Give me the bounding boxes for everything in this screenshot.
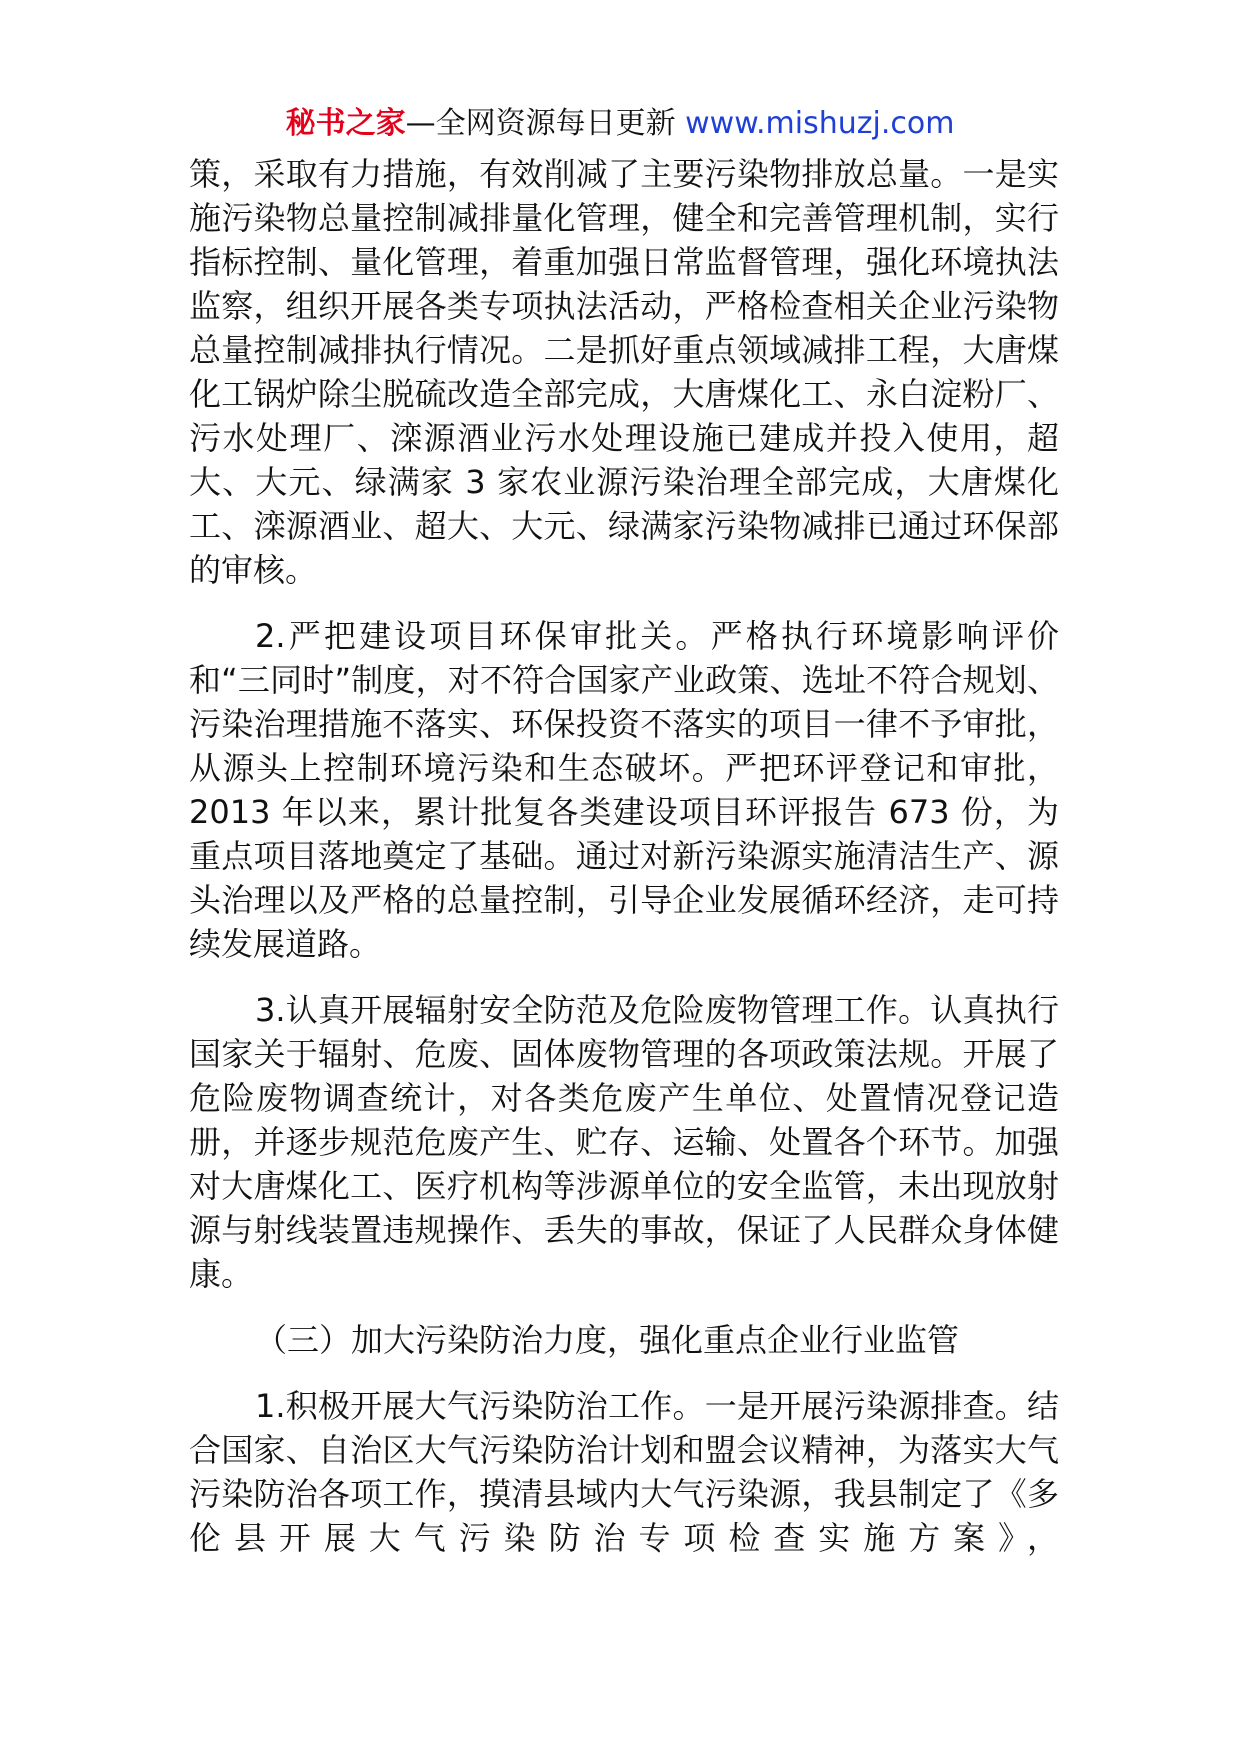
- site-slogan: —全网资源每日更新: [405, 106, 676, 141]
- paragraph-item-1: 1.积极开展大气污染防治工作。一是开展污染源排查。结合国家、自治区大气污染防治计划和盟会议精神，为落实大气污染防治各项工作，摸清县域内大气污染源，我县制定了《多伦县开展大气污染防治专项检查实施方案》，: [189, 1387, 1059, 1557]
- section-heading-3: （三）加大污染防治力度，强化重点企业行业监管: [255, 1321, 960, 1359]
- document-body: [189, 152, 1059, 1582]
- site-brand-name: 秘书之家: [285, 106, 406, 141]
- paragraph-continuation: 策，采取有力措施，有效削减了主要污染物排放总量。一是实施污染物总量控制减排量化管理，健全和完善管理机制，实行指标控制、量化管理，着重加强日常监督管理，强化环境执法监察，组织开展各类专项执法活动，严格检查相关企业污染物总量控制减排执行情况。二是抓好重点领域减排工程，大唐煤化工锅炉除尘脱硫改造全部完成，大唐煤化工、永白淀粉厂、污水处理厂、滦源酒业污水处理设施已建成并投入使用，超大、大元、绿满家 3 家农业源污染治理全部完成，大唐煤化工、滦源酒业、超大、大元、绿满家污染物减排已通过环保部的审核。: [189, 155, 1059, 589]
- page-header: [0, 102, 1240, 146]
- paragraph-item-2: 2.严把建设项目环保审批关。严格执行环境影响评价和“三同时”制度，对不符合国家产业政策、选址不符合规划、污染治理措施不落实、环保投资不落实的项目一律不予审批，从源头上控制环境污染和生态破坏。严把环评登记和审批，2013 年以来，累计批复各类建设项目环评报告 673 份，为重点项目落地奠定了基础。通过对新污染源实施清洁生产、源头治理以及严格的总量控制，引导企业发展循环经济，走可持续发展道路。: [189, 617, 1059, 963]
- site-url-link[interactable]: www.mishuzj.com: [685, 106, 955, 141]
- paragraph-item-3: 3.认真开展辐射安全防范及危险废物管理工作。认真执行国家关于辐射、危废、固体废物管理的各项政策法规。开展了危险废物调查统计，对各类危废产生单位、处置情况登记造册，并逐步规范危废产生、贮存、运输、处置各个环节。加强对大唐煤化工、医疗机构等涉源单位的安全监管，未出现放射源与射线装置违规操作、丢失的事故，保证了人民群众身体健康。: [189, 991, 1059, 1293]
